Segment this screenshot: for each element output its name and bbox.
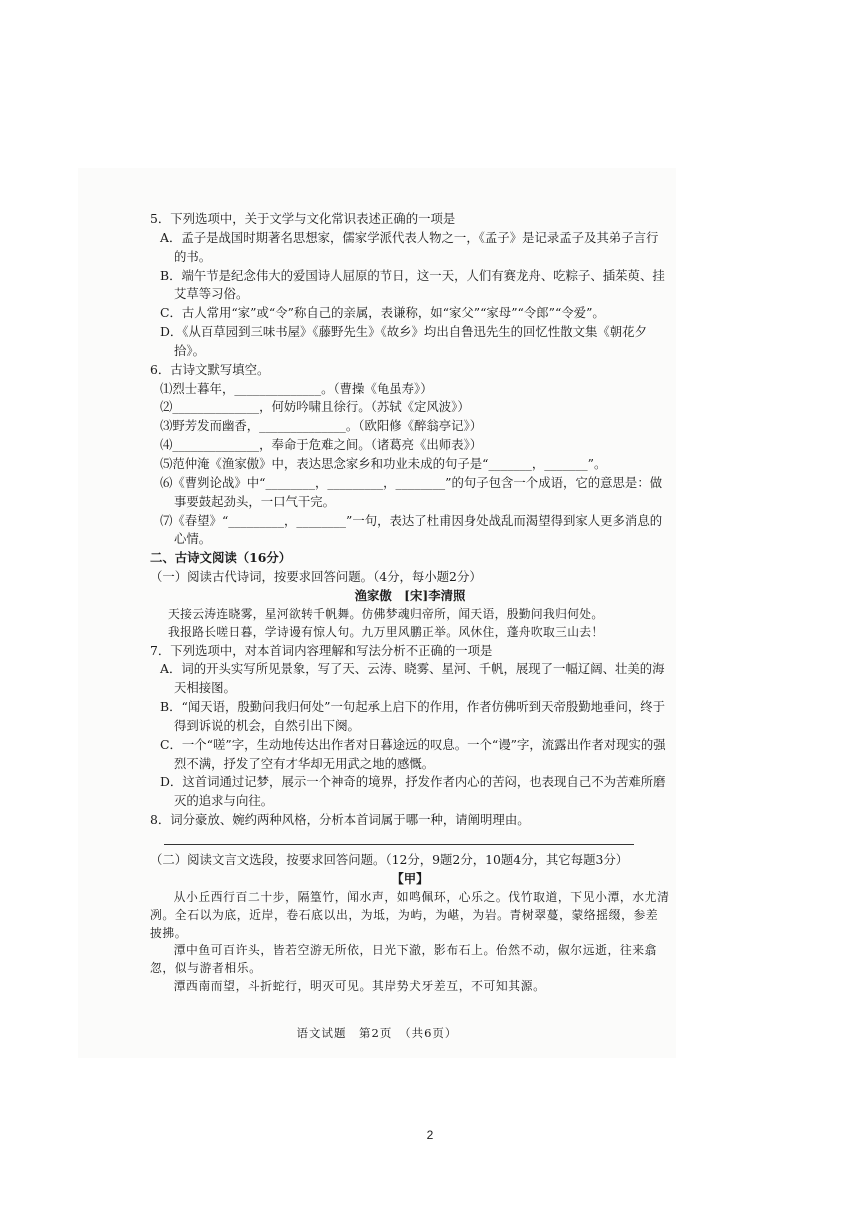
question-7-stem: 7．下列选项中，对本首词内容理解和写法分析不正确的一项是 bbox=[150, 642, 493, 658]
question-5-stem: 5．下列选项中，关于文学与文化常识表述正确的一项是 bbox=[150, 211, 456, 226]
question-6-item-6: ⑹《曹刿论战》中“________，_________，________”的句子包含一个成语，它的意思是：做事要鼓起劲头，一口气干完。 bbox=[160, 474, 663, 509]
question-6-item-3: ⑶野芳发而幽香，______________。（欧阳修《醉翁亭记》） bbox=[160, 418, 483, 434]
question-7-option-a: A．词的开头实写所见景象，写了天、云涛、晓雾、星河、千帆，展现了一幅辽阔、壮美的海天相接图。 bbox=[160, 661, 665, 696]
question-7-option-d: D．这首词通过记梦，展示一个神奇的境界，抒发作者内心的苦闷，也表现自己不为苦难所磨灭的追求与向往。 bbox=[160, 774, 666, 809]
exam-content bbox=[150, 210, 670, 996]
answer-line bbox=[164, 832, 634, 845]
passage-paragraph-3: 潭西南而望，斗折蛇行，明灭可见。其岸势犬牙差互，不可知其源。 bbox=[173, 979, 546, 994]
page-number: 2 bbox=[426, 1128, 434, 1142]
question-6-item-2: ⑵______________，何妨吟啸且徐行。（苏轼《定风波》） bbox=[160, 399, 470, 415]
passage-paragraph-1: 从小丘西行百二十步，隔篁竹，闻水声，如鸣佩环，心乐之。伐竹取道，下见小潭，水尤清冽。全石以为底，近岸，卷石底以出，为坻，为屿，为嵁，为岩。青树翠蔓，蒙络摇缀，参差披拂。 bbox=[150, 889, 670, 940]
question-6-item-4: ⑷______________，奉命于危难之间。（诸葛亮《出师表》） bbox=[160, 437, 483, 453]
part-1-title: （一）阅读古代诗词，按要求回答问题。（4分，每小题2分） bbox=[150, 569, 482, 585]
page-footer: 语文试题 第2页 （共6页） bbox=[296, 1026, 458, 1040]
passage-label: 【甲】 bbox=[391, 870, 429, 886]
passage-paragraph-2: 潭中鱼可百许头，皆若空游无所依，日光下澈，影布石上。佁然不动，俶尔远逝，往来翕忽，似与游者相乐。 bbox=[150, 943, 658, 976]
question-5-option-b: B．端午节是纪念伟大的爱国诗人屈原的节日，这一天，人们有赛龙舟、吃粽子、插茱萸、挂艾草等习俗。 bbox=[160, 267, 665, 302]
question-7-option-b: B．“闻天语，殷勤问我归何处”一句起承上启下的作用，作者仿佛听到天帝殷勤地垂问，终于得到诉说的机会，自然引出下阕。 bbox=[160, 699, 666, 733]
question-5-option-d: D．《从百草园到三味书屋》《藤野先生》《故乡》均出自鲁迅先生的回忆性散文集《朝花夕拾》。 bbox=[160, 324, 647, 358]
section-2-title: 二、古诗文阅读（16分） bbox=[150, 550, 292, 566]
question-6-item-7: ⑺《春望》“_________，________”一句，表达了杜甫因身处战乱而渴望得到家人更多消息的心情。 bbox=[160, 512, 663, 547]
question-5-option-a: A．孟子是战国时期著名思想家，儒家学派代表人物之一，《孟子》是记录孟子及其弟子言行的书。 bbox=[160, 229, 659, 264]
poem-line-1: 天接云涛连晓雾，星河欲转千帆舞。仿佛梦魂归帝所，闻天语，殷勤问我归何处。 bbox=[168, 606, 604, 621]
question-6-item-5: ⑸范仲淹《渔家傲》中，表达思念家乡和功业未成的句子是“_______，_______”。 bbox=[160, 455, 607, 471]
question-5-option-c: C．古人常用“家”或“令”称自己的亲属，表谦称，如“家父”“家母”“令郎”“令爱”。 bbox=[160, 305, 605, 321]
question-6-item-1: ⑴烈士暮年，______________。（曹操《龟虽寿》） bbox=[160, 380, 433, 396]
part-2-title: （二）阅读文言文选段，按要求回答问题。（12分，9题2分，10题4分，其它每题3分） bbox=[150, 852, 629, 867]
question-6-stem: 6．古诗文默写填空。 bbox=[150, 361, 270, 377]
poem-line-2: 我报路长嗟日暮，学诗谩有惊人句。九万里风鹏正举。风休住，蓬舟吹取三山去！ bbox=[168, 624, 604, 639]
question-8-stem: 8．词分豪放、婉约两种风格，分析本首词属于哪一种，请阐明理由。 bbox=[150, 812, 530, 828]
question-7-option-c: C．一个“嗟”字，生动地传达出作者对日暮途远的叹息。一个“谩”字，流露出作者对现实的强烈不满，抒发了空有才华却无用武之地的感慨。 bbox=[160, 736, 666, 771]
poem-title: 渔家傲 [宋]李清照 bbox=[354, 587, 466, 603]
